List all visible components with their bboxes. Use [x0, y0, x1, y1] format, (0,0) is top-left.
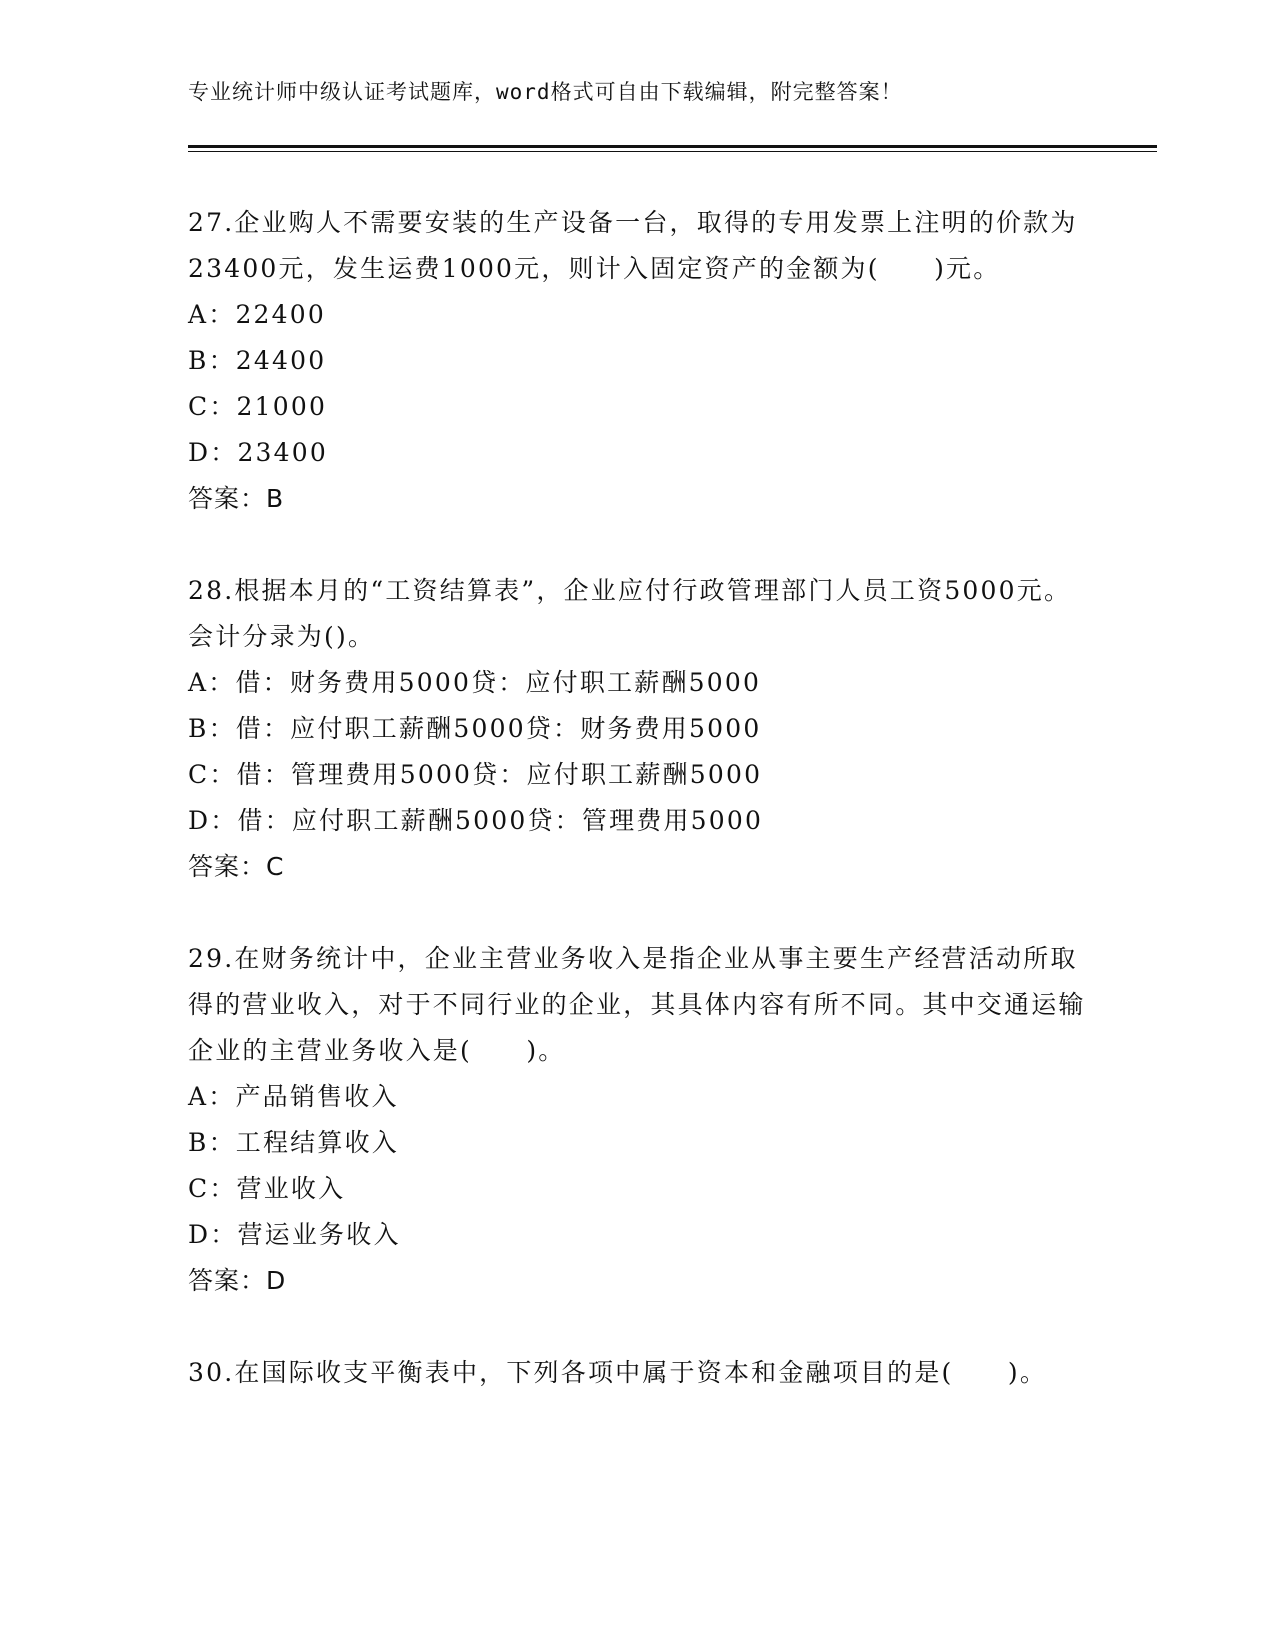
header-rule-thin: [188, 151, 1157, 152]
option-c: C：营业收入: [188, 1174, 346, 1203]
answer: 答案：C: [188, 852, 285, 881]
answer: 答案：D: [188, 1266, 287, 1295]
option-d: D：23400: [188, 438, 328, 467]
question-text: 30.在国际收支平衡表中，下列各项中属于资本和金融项目的是( )。: [188, 1358, 1048, 1387]
option-a: A：借：财务费用5000贷：应付职工薪酬5000: [188, 668, 762, 697]
option-d: D：营运业务收入: [188, 1220, 401, 1249]
question-27: [188, 200, 1088, 522]
question-text: 27.企业购人不需要安装的生产设备一台，取得的专用发票上注明的价款为23400元，发生运费1000元，则计入固定资产的金额为( )元。: [188, 208, 1078, 283]
option-a: A：产品销售收入: [188, 1082, 399, 1111]
question-29: [188, 936, 1088, 1304]
option-c: C：21000: [188, 392, 328, 421]
option-c: C：借：管理费用5000贷：应付职工薪酬5000: [188, 760, 763, 789]
answer: 答案：B: [188, 484, 285, 513]
option-d: D：借：应付职工薪酬5000贷：管理费用5000: [188, 806, 764, 835]
question-text: 29.在财务统计中，企业主营业务收入是指企业从事主要生产经营活动所取得的营业收入，对于不同行业的企业，其具体内容有所不同。其中交通运输企业的主营业务收入是( )。: [188, 944, 1086, 1065]
question-30: [188, 1350, 1088, 1396]
option-a: A：22400: [188, 300, 326, 329]
page-header: 专业统计师中级认证考试题库，word格式可自由下载编辑，附完整答案！: [188, 80, 903, 104]
option-b: B：24400: [188, 346, 327, 375]
header-rule-thick: [188, 145, 1157, 148]
question-text: 28.根据本月的“工资结算表”，企业应付行政管理部门人员工资5000元。会计分录为()。: [188, 576, 1072, 651]
option-b: B：借：应付职工薪酬5000贷：财务费用5000: [188, 714, 762, 743]
question-list: [188, 200, 1088, 1442]
question-28: [188, 568, 1088, 890]
option-b: B：工程结算收入: [188, 1128, 399, 1157]
